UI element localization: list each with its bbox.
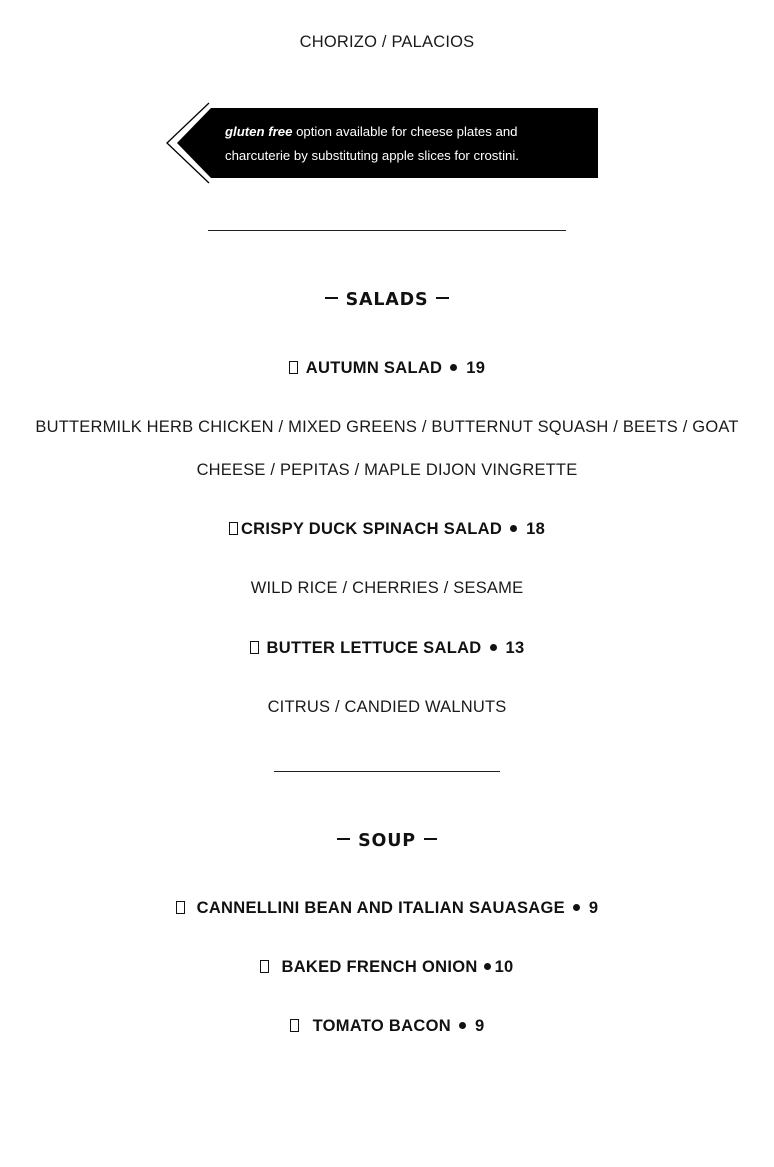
bullet-dot [450, 364, 457, 371]
section-title-salads [0, 290, 774, 310]
divider [274, 771, 500, 772]
missing-glyph-icon [176, 901, 185, 914]
item-name: CANNELLINI BEAN AND ITALIAN SAUASAGE [196, 899, 565, 917]
item-name: AUTUMN SALAD [305, 359, 443, 377]
item-description: WILD RICE / CHERRIES / SESAME [250, 579, 524, 597]
item-description: BUTTERMILK HERB CHICKEN / MIXED GREENS / BUTTERNUT SQUASH / BEETS / GOAT [35, 418, 739, 436]
missing-glyph-icon [290, 1019, 299, 1032]
banner-emphasis: gluten free [225, 124, 293, 139]
title-dash-left [337, 838, 350, 840]
item-description: CHEESE / PEPITAS / MAPLE DIJON VINGRETTE [196, 461, 578, 479]
missing-glyph-icon [250, 641, 259, 654]
bullet-dot [490, 644, 497, 651]
bullet-dot [510, 525, 517, 532]
soup-title-text: SOUP [358, 831, 416, 851]
item-price: 9 [588, 899, 599, 917]
item-price: 19 [466, 359, 486, 377]
item-description: CITRUS / CANDIED WALNUTS [267, 698, 507, 716]
banner-line1: option available for cheese plates and [292, 124, 518, 139]
item-name: BUTTER LETTUCE SALAD [266, 639, 482, 657]
bullet-dot [484, 963, 491, 970]
item-price: 18 [526, 520, 546, 538]
banner-line2: charcuterie by substituting apple slices for crostini. [225, 148, 519, 163]
title-dash-right [436, 297, 449, 299]
item-name: CRISPY DUCK SPINACH SALAD [240, 520, 503, 538]
menu-item-autumn-salad [0, 359, 774, 378]
menu-item-cannellini-bean-soup [0, 899, 774, 918]
menu-item-crispy-duck-spinach-salad [0, 520, 774, 539]
divider [208, 230, 566, 231]
bullet-dot [459, 1022, 466, 1029]
header-subtitle: CHORIZO / PALACIOS [299, 33, 475, 51]
missing-glyph-icon [260, 960, 269, 973]
item-name: BAKED FRENCH ONION [281, 958, 478, 976]
item-price: 13 [505, 639, 525, 657]
menu-item-butter-lettuce-salad [0, 639, 774, 658]
gluten-free-banner [165, 102, 599, 184]
salads-title-text: SALADS [345, 290, 429, 310]
menu-item-baked-french-onion [0, 958, 774, 977]
missing-glyph-icon [289, 361, 298, 374]
item-price: 9 [474, 1017, 485, 1035]
item-price: 10 [494, 958, 514, 976]
title-dash-left [325, 297, 338, 299]
item-name: TOMATO BACON [312, 1017, 451, 1035]
bullet-dot [573, 904, 580, 911]
menu-item-tomato-bacon [0, 1017, 774, 1036]
title-dash-right [424, 838, 437, 840]
banner-text [225, 120, 595, 168]
missing-glyph-icon [229, 522, 238, 535]
section-title-soup [0, 831, 774, 851]
